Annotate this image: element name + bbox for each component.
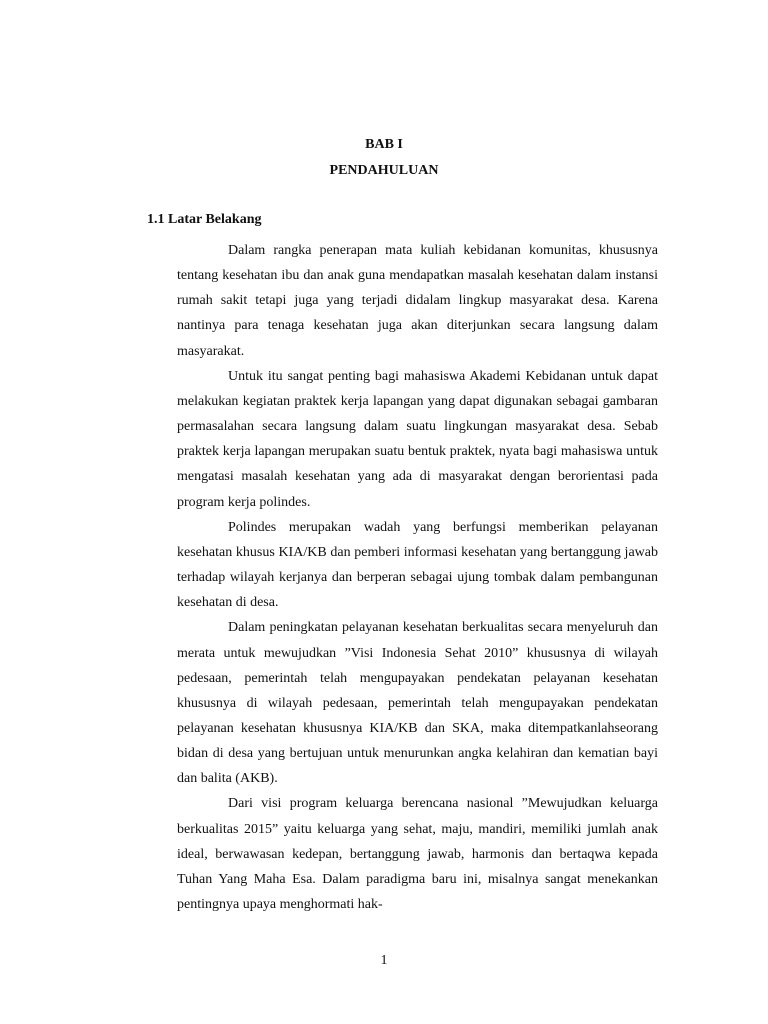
paragraph: Polindes merupakan wadah yang berfungsi memberikan pelayanan kesehatan khusus KIA/KB dan pemberi informasi kesehatan yang bertanggung jawab terhadap wilayah kerjanya dan berperan sebagai ujung tombak dalam pembangunan kesehatan di desa. bbox=[177, 519, 658, 611]
paragraph: Dalam rangka penerapan mata kuliah kebidanan komunitas, khususnya tentang kesehatan ibu dan anak guna mendapatkan masalah kesehatan dalam instansi rumah sakit tetapi juga yang terjadi didalam lingkup masyarakat desa. Karena nantinya para tenaga kesehatan juga akan diterjunkan secara langsung dalam masyarakat. bbox=[177, 243, 658, 359]
paragraph: Dari visi program keluarga berencana nasional ”Mewujudkan keluarga berkualitas 2015” yaitu keluarga yang sehat, maju, mandiri, memiliki jumlah anak ideal, berwawasan kedepan, bertanggung jawab, harmonis dan bertaqwa kepada Tuhan Yang Maha Esa. Dalam paradigma baru ini, misalnya sangat menekankan pentingnya upaya menghormati hak- bbox=[177, 796, 658, 913]
chapter-number: BAB I bbox=[365, 137, 403, 152]
body-text bbox=[177, 238, 658, 917]
chapter-title: PENDAHULUAN bbox=[329, 163, 439, 178]
section-heading: 1.1 Latar Belakang bbox=[147, 212, 262, 227]
paragraph: Untuk itu sangat penting bagi mahasiswa Akademi Kebidanan untuk dapat melakukan kegiatan praktek kerja lapangan yang dapat digunakan sebagai gambaran permasalahan secara langsung dalam suatu lingkungan masyarakat desa. Sebab praktek kerja lapangan merupakan suatu bentuk praktek, nyata bagi mahasiswa untuk mengatasi masalah kesehatan yang ada di masyarakat dengan berorientasi pada program kerja polindes. bbox=[177, 368, 658, 510]
page-number: 1 bbox=[380, 953, 388, 968]
paragraph: Dalam peningkatan pelayanan kesehatan berkualitas secara menyeluruh dan merata untuk mewujudkan ”Visi Indonesia Sehat 2010” khususnya di wilayah pedesaan, pemerintah telah mengupayakan pendekatan pelayanan kesehatan khususnya di wilayah pedesaan, pemerintah telah mengupayakan pendekatan pelayanan kesehatan khususnya KIA/KB dan SKA, maka ditempatkanlahseorang bidan di desa yang bertujuan untuk menurunkan angka kelahiran dan kematian bayi dan balita (AKB). bbox=[177, 620, 658, 787]
